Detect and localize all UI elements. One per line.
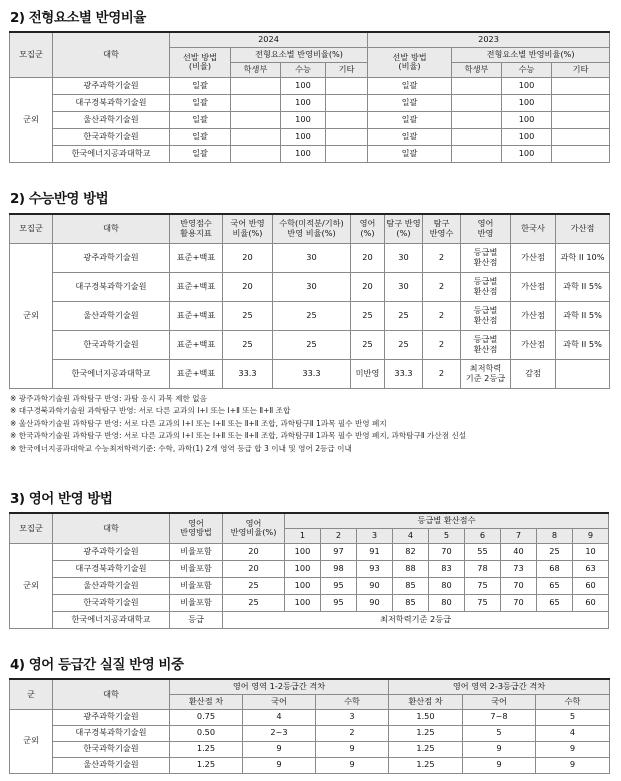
grade-score-cell: 98 [321,560,357,577]
inqn-cell: 2 [423,330,461,359]
grade-score-cell: 73 [501,560,537,577]
note-line: ※ 한국과학기술원 과학탐구 반영: 서로 다른 교과의 Ⅰ+Ⅰ 또는 Ⅰ+Ⅱ 또는 Ⅱ+Ⅱ 조합, 과학탐구Ⅱ 1과목 필수 반영 폐지, 과학탐구Ⅱ 가산점 신설 [10,431,467,441]
hak-cell [452,77,502,94]
suneung-cell: 100 [502,77,552,94]
grade-score-cell: 85 [393,577,429,594]
score-cell: 표준+백표 [170,359,223,388]
grade-score-cell: 97 [321,543,357,560]
univ-cell: 한국과학기술원 [53,330,170,359]
method-cell: 비율포함 [170,594,223,611]
etc-cell [326,77,368,94]
header-score: 반영점수 활용지표 [170,214,223,243]
etc-cell [552,77,610,94]
header-hist: 한국사 [511,214,556,243]
method-cell: 일괄 [170,128,231,145]
grade-score-cell: 65 [537,594,573,611]
kor-cell: 20 [223,272,273,301]
grade-score-cell: 82 [393,543,429,560]
header-method-2024: 선발 방법 (비율) [170,47,231,77]
hist-cell: 가산점 [511,301,556,330]
table-row [10,594,609,611]
suneung-cell: 100 [502,94,552,111]
grade-score-cell: 68 [537,560,573,577]
kor-cell: 20 [223,243,273,272]
table-row [10,243,610,272]
method-cell: 일괄 [170,94,231,111]
hist-cell: 감점 [511,359,556,388]
grade-score-cell: 90 [357,577,393,594]
header-hak-2024: 학생부 [231,62,281,77]
kor-cell: 25 [223,330,273,359]
header-univ: 대학 [53,513,170,543]
note-line: ※ 대구경북과학기술원 과학탐구 반영: 서로 다른 교과의 Ⅰ+Ⅰ 또는 Ⅰ+Ⅱ 또는 Ⅱ+Ⅱ 조합 [10,406,291,416]
header-etc-2023: 기타 [552,62,610,77]
grade-score-cell: 95 [321,594,357,611]
header-conv: 등급별 환산점수 [285,513,609,528]
grade-score-cell: 90 [357,594,393,611]
header-univ: 대학 [53,32,170,77]
group-cell: 군외 [10,543,53,628]
grade-header: 7 [501,528,537,543]
header-ratio-2024: 전형요소별 반영비율(%) [231,47,368,62]
eng-cell: 25 [351,301,385,330]
score-cell: 표준+백표 [170,243,223,272]
math-cell: 25 [273,301,351,330]
table-row [10,757,610,773]
d1-cell: 0.50 [170,725,243,741]
suneung-cell: 100 [281,145,326,162]
k1-cell: 2~3 [243,725,316,741]
suneung-cell: 100 [502,145,552,162]
hist-cell: 가산점 [511,272,556,301]
eng-cell: 20 [351,272,385,301]
engref-cell: 최저학력 기준 2등급 [461,359,511,388]
grade-header: 1 [285,528,321,543]
suneung-cell: 100 [502,111,552,128]
hak-cell [231,94,281,111]
k1-cell: 9 [243,757,316,773]
m1-cell: 9 [316,741,389,757]
bonus-cell: 과학 II 5% [556,330,610,359]
table-row [10,111,610,128]
k2-cell: 7~8 [463,709,536,725]
header-gap12: 영어 영역 1-2등급간 격차 [170,679,389,694]
header-2024: 2024 [170,32,368,47]
bonus-cell: 과학 II 10% [556,243,610,272]
math-cell: 25 [273,330,351,359]
header-kor: 국어 [463,694,536,709]
header-group: 모집군 [10,513,53,543]
hak-cell [231,111,281,128]
table-row [10,77,610,94]
grade-score-cell: 75 [465,594,501,611]
ratio-cell: 20 [223,543,285,560]
note-line: ※ 울산과학기술원 과학탐구 반영: 서로 다른 교과의 Ⅰ+Ⅰ 또는 Ⅰ+Ⅱ 또는 Ⅱ+Ⅱ 조합, 과학탐구Ⅱ 1과목 필수 반영 폐지 [10,418,387,428]
grade-header: 9 [573,528,609,543]
grade-score-cell: 83 [429,560,465,577]
method-cell: 등급 [170,611,223,628]
grade-score-cell: 100 [285,560,321,577]
grade-score-cell: 70 [429,543,465,560]
m2-cell: 5 [536,709,610,725]
univ-cell: 대구경북과학기술원 [53,272,170,301]
univ-cell: 한국에너지공과대학교 [53,611,170,628]
group-cell: 군외 [10,709,53,773]
univ-cell: 한국과학기술원 [53,741,170,757]
grade-score-cell: 78 [465,560,501,577]
engref-cell: 등급별 환산점 [461,301,511,330]
note-line: ※ 광주과학기술원 과학탐구 반영: 과탐 응시 과목 제한 없음 [10,394,207,403]
hak-cell [452,128,502,145]
d1-cell: 0.75 [170,709,243,725]
header-suneung-2024: 수능 [281,62,326,77]
m2-cell: 4 [536,725,610,741]
hak-cell [452,145,502,162]
method-cell: 일괄 [368,128,452,145]
note-line: ※ 한국에너지공과대학교 수능최저학력기준: 수학, 과학(1) 2개 영역 등급 합 3 이내 및 영어 2등급 이내 [10,443,352,453]
header-group: 군 [10,679,53,709]
header-eng-ratio: 영어 반영비율(%) [223,513,285,543]
univ-cell: 한국과학기술원 [53,128,170,145]
grade-header: 2 [321,528,357,543]
ratio-cell: 25 [223,594,285,611]
k1-cell: 9 [243,741,316,757]
method-cell: 일괄 [368,77,452,94]
header-method-2023: 선발 방법 (비율) [368,47,452,77]
k2-cell: 9 [463,757,536,773]
table-row [10,725,610,741]
header-inq: 탐구 반영 (%) [385,214,423,243]
hak-cell [231,77,281,94]
univ-cell: 광주과학기술원 [53,77,170,94]
bonus-cell [556,359,610,388]
header-engref: 영어 반영 [461,214,511,243]
grade-header: 6 [465,528,501,543]
univ-cell: 울산과학기술원 [53,757,170,773]
hak-cell [452,111,502,128]
grade-score-cell: 63 [573,560,609,577]
suneung-cell: 100 [281,77,326,94]
suneung-cell: 100 [502,128,552,145]
m1-cell: 3 [316,709,389,725]
ratio-cell: 20 [223,560,285,577]
header-math: 수학 [536,694,610,709]
element-ratio-table [9,31,610,163]
suneung-method-table [9,213,610,389]
math-cell: 30 [273,272,351,301]
inq-cell: 33.3 [385,359,423,388]
header-math: 수학 [316,694,389,709]
grade-score-cell: 88 [393,560,429,577]
grade-score-cell: 40 [501,543,537,560]
bonus-cell: 과학 II 5% [556,272,610,301]
score-cell: 표준+백표 [170,272,223,301]
univ-cell: 광주과학기술원 [53,543,170,560]
header-ratio-2023: 전형요소별 반영비율(%) [452,47,610,62]
section-4-title: 4) 영어 등급간 실질 반영 비중 [10,657,184,673]
group-cell: 군외 [10,77,53,162]
etc-cell [552,111,610,128]
grade-score-cell: 100 [285,594,321,611]
univ-cell: 울산과학기술원 [53,301,170,330]
univ-cell: 한국에너지공과대학교 [53,145,170,162]
ratio-cell: 25 [223,577,285,594]
grade-score-cell: 10 [573,543,609,560]
header-kor: 국어 [243,694,316,709]
grade-score-cell: 93 [357,560,393,577]
header-hak-2023: 학생부 [452,62,502,77]
suneung-cell: 100 [281,111,326,128]
table-row [10,577,609,594]
d2-cell: 1.50 [389,709,463,725]
grade-score-cell: 91 [357,543,393,560]
notes [10,393,615,455]
d1-cell: 1.25 [170,741,243,757]
engref-cell: 등급별 환산점 [461,243,511,272]
table-row [10,301,610,330]
suneung-cell: 100 [281,94,326,111]
m2-cell: 9 [536,741,610,757]
univ-cell: 대구경북과학기술원 [53,94,170,111]
header-univ: 대학 [53,214,170,243]
etc-cell [552,128,610,145]
grade-header: 5 [429,528,465,543]
math-cell: 33.3 [273,359,351,388]
inq-cell: 30 [385,243,423,272]
section-3-title: 3) 영어 반영 방법 [10,491,113,507]
inqn-cell: 2 [423,243,461,272]
etc-cell [326,145,368,162]
d1-cell: 1.25 [170,757,243,773]
table-row [10,359,610,388]
engref-cell: 등급별 환산점 [461,330,511,359]
inqn-cell: 2 [423,272,461,301]
inq-cell: 30 [385,272,423,301]
table-row [10,330,610,359]
k2-cell: 9 [463,741,536,757]
etc-cell [326,128,368,145]
univ-cell: 한국과학기술원 [53,594,170,611]
grade-score-cell: 95 [321,577,357,594]
method-cell: 일괄 [170,77,231,94]
method-cell: 일괄 [170,145,231,162]
method-cell: 일괄 [368,94,452,111]
header-etc-2024: 기타 [326,62,368,77]
univ-cell: 울산과학기술원 [53,577,170,594]
header-group: 모집군 [10,214,53,243]
eng-cell: 미반영 [351,359,385,388]
hak-cell [452,94,502,111]
kor-cell: 33.3 [223,359,273,388]
hist-cell: 가산점 [511,330,556,359]
table-row [10,611,609,628]
bonus-cell: 과학 II 5% [556,301,610,330]
table-row [10,145,610,162]
hak-cell [231,145,281,162]
etc-cell [326,111,368,128]
table-row [10,272,610,301]
etc-cell [326,94,368,111]
method-cell: 비율포함 [170,543,223,560]
header-gap23: 영어 영역 2-3등급간 격차 [389,679,610,694]
grade-score-cell: 80 [429,594,465,611]
engref-cell: 등급별 환산점 [461,272,511,301]
eng-cell: 25 [351,330,385,359]
kor-cell: 25 [223,301,273,330]
table-row [10,560,609,577]
header-2023: 2023 [368,32,610,47]
header-univ: 대학 [53,679,170,709]
header-suneung-2023: 수능 [502,62,552,77]
header-eng-method: 영어 반영방법 [170,513,223,543]
header-kor: 국어 반영 비율(%) [223,214,273,243]
english-method-table [9,512,609,629]
d2-cell: 1.25 [389,741,463,757]
inq-cell: 25 [385,330,423,359]
univ-cell: 한국에너지공과대학교 [53,359,170,388]
header-eng: 영어 (%) [351,214,385,243]
m1-cell: 9 [316,757,389,773]
group-cell: 군외 [10,243,53,388]
table-row [10,94,610,111]
univ-cell: 울산과학기술원 [53,111,170,128]
grade-header: 3 [357,528,393,543]
method-cell: 비율포함 [170,560,223,577]
grade-header: 4 [393,528,429,543]
m2-cell: 9 [536,757,610,773]
etc-cell [552,145,610,162]
grade-score-cell: 70 [501,594,537,611]
grade-score-cell: 85 [393,594,429,611]
table-row [10,128,610,145]
univ-cell: 광주과학기술원 [53,709,170,725]
grade-score-cell: 60 [573,577,609,594]
grade-score-cell: 55 [465,543,501,560]
grade-score-cell: 60 [573,594,609,611]
method-cell: 비율포함 [170,577,223,594]
table-row [10,709,610,725]
grade-score-cell: 100 [285,543,321,560]
header-inqn: 탐구 반영수 [423,214,461,243]
header-diff: 환산점 차 [170,694,243,709]
method-cell: 일괄 [368,145,452,162]
grade-score-cell: 80 [429,577,465,594]
univ-cell: 대구경북과학기술원 [53,725,170,741]
section-2-title: 2) 수능반영 방법 [10,191,109,207]
grade-score-cell: 25 [537,543,573,560]
section-1-title: 2) 전형요소별 반영비율 [10,10,146,26]
suneung-cell: 100 [281,128,326,145]
hak-cell [231,128,281,145]
min-standard-cell: 최저학력기준 2등급 [223,611,609,628]
grade-score-cell: 75 [465,577,501,594]
grade-score-cell: 100 [285,577,321,594]
eng-cell: 20 [351,243,385,272]
univ-cell: 광주과학기술원 [53,243,170,272]
table-row [10,543,609,560]
header-math: 수학(미적분/기하) 반영 비율(%) [273,214,351,243]
english-weight-table [9,678,610,774]
k1-cell: 4 [243,709,316,725]
header-diff: 환산점 차 [389,694,463,709]
header-group: 모집군 [10,32,53,77]
etc-cell [552,94,610,111]
inqn-cell: 2 [423,301,461,330]
inq-cell: 25 [385,301,423,330]
inqn-cell: 2 [423,359,461,388]
grade-header: 8 [537,528,573,543]
m1-cell: 2 [316,725,389,741]
univ-cell: 대구경북과학기술원 [53,560,170,577]
math-cell: 30 [273,243,351,272]
header-bonus: 가산점 [556,214,610,243]
score-cell: 표준+백표 [170,330,223,359]
k2-cell: 5 [463,725,536,741]
grade-score-cell: 65 [537,577,573,594]
score-cell: 표준+백표 [170,301,223,330]
table-row [10,741,610,757]
d2-cell: 1.25 [389,725,463,741]
d2-cell: 1.25 [389,757,463,773]
method-cell: 일괄 [368,111,452,128]
grade-score-cell: 70 [501,577,537,594]
hist-cell: 가산점 [511,243,556,272]
method-cell: 일괄 [170,111,231,128]
